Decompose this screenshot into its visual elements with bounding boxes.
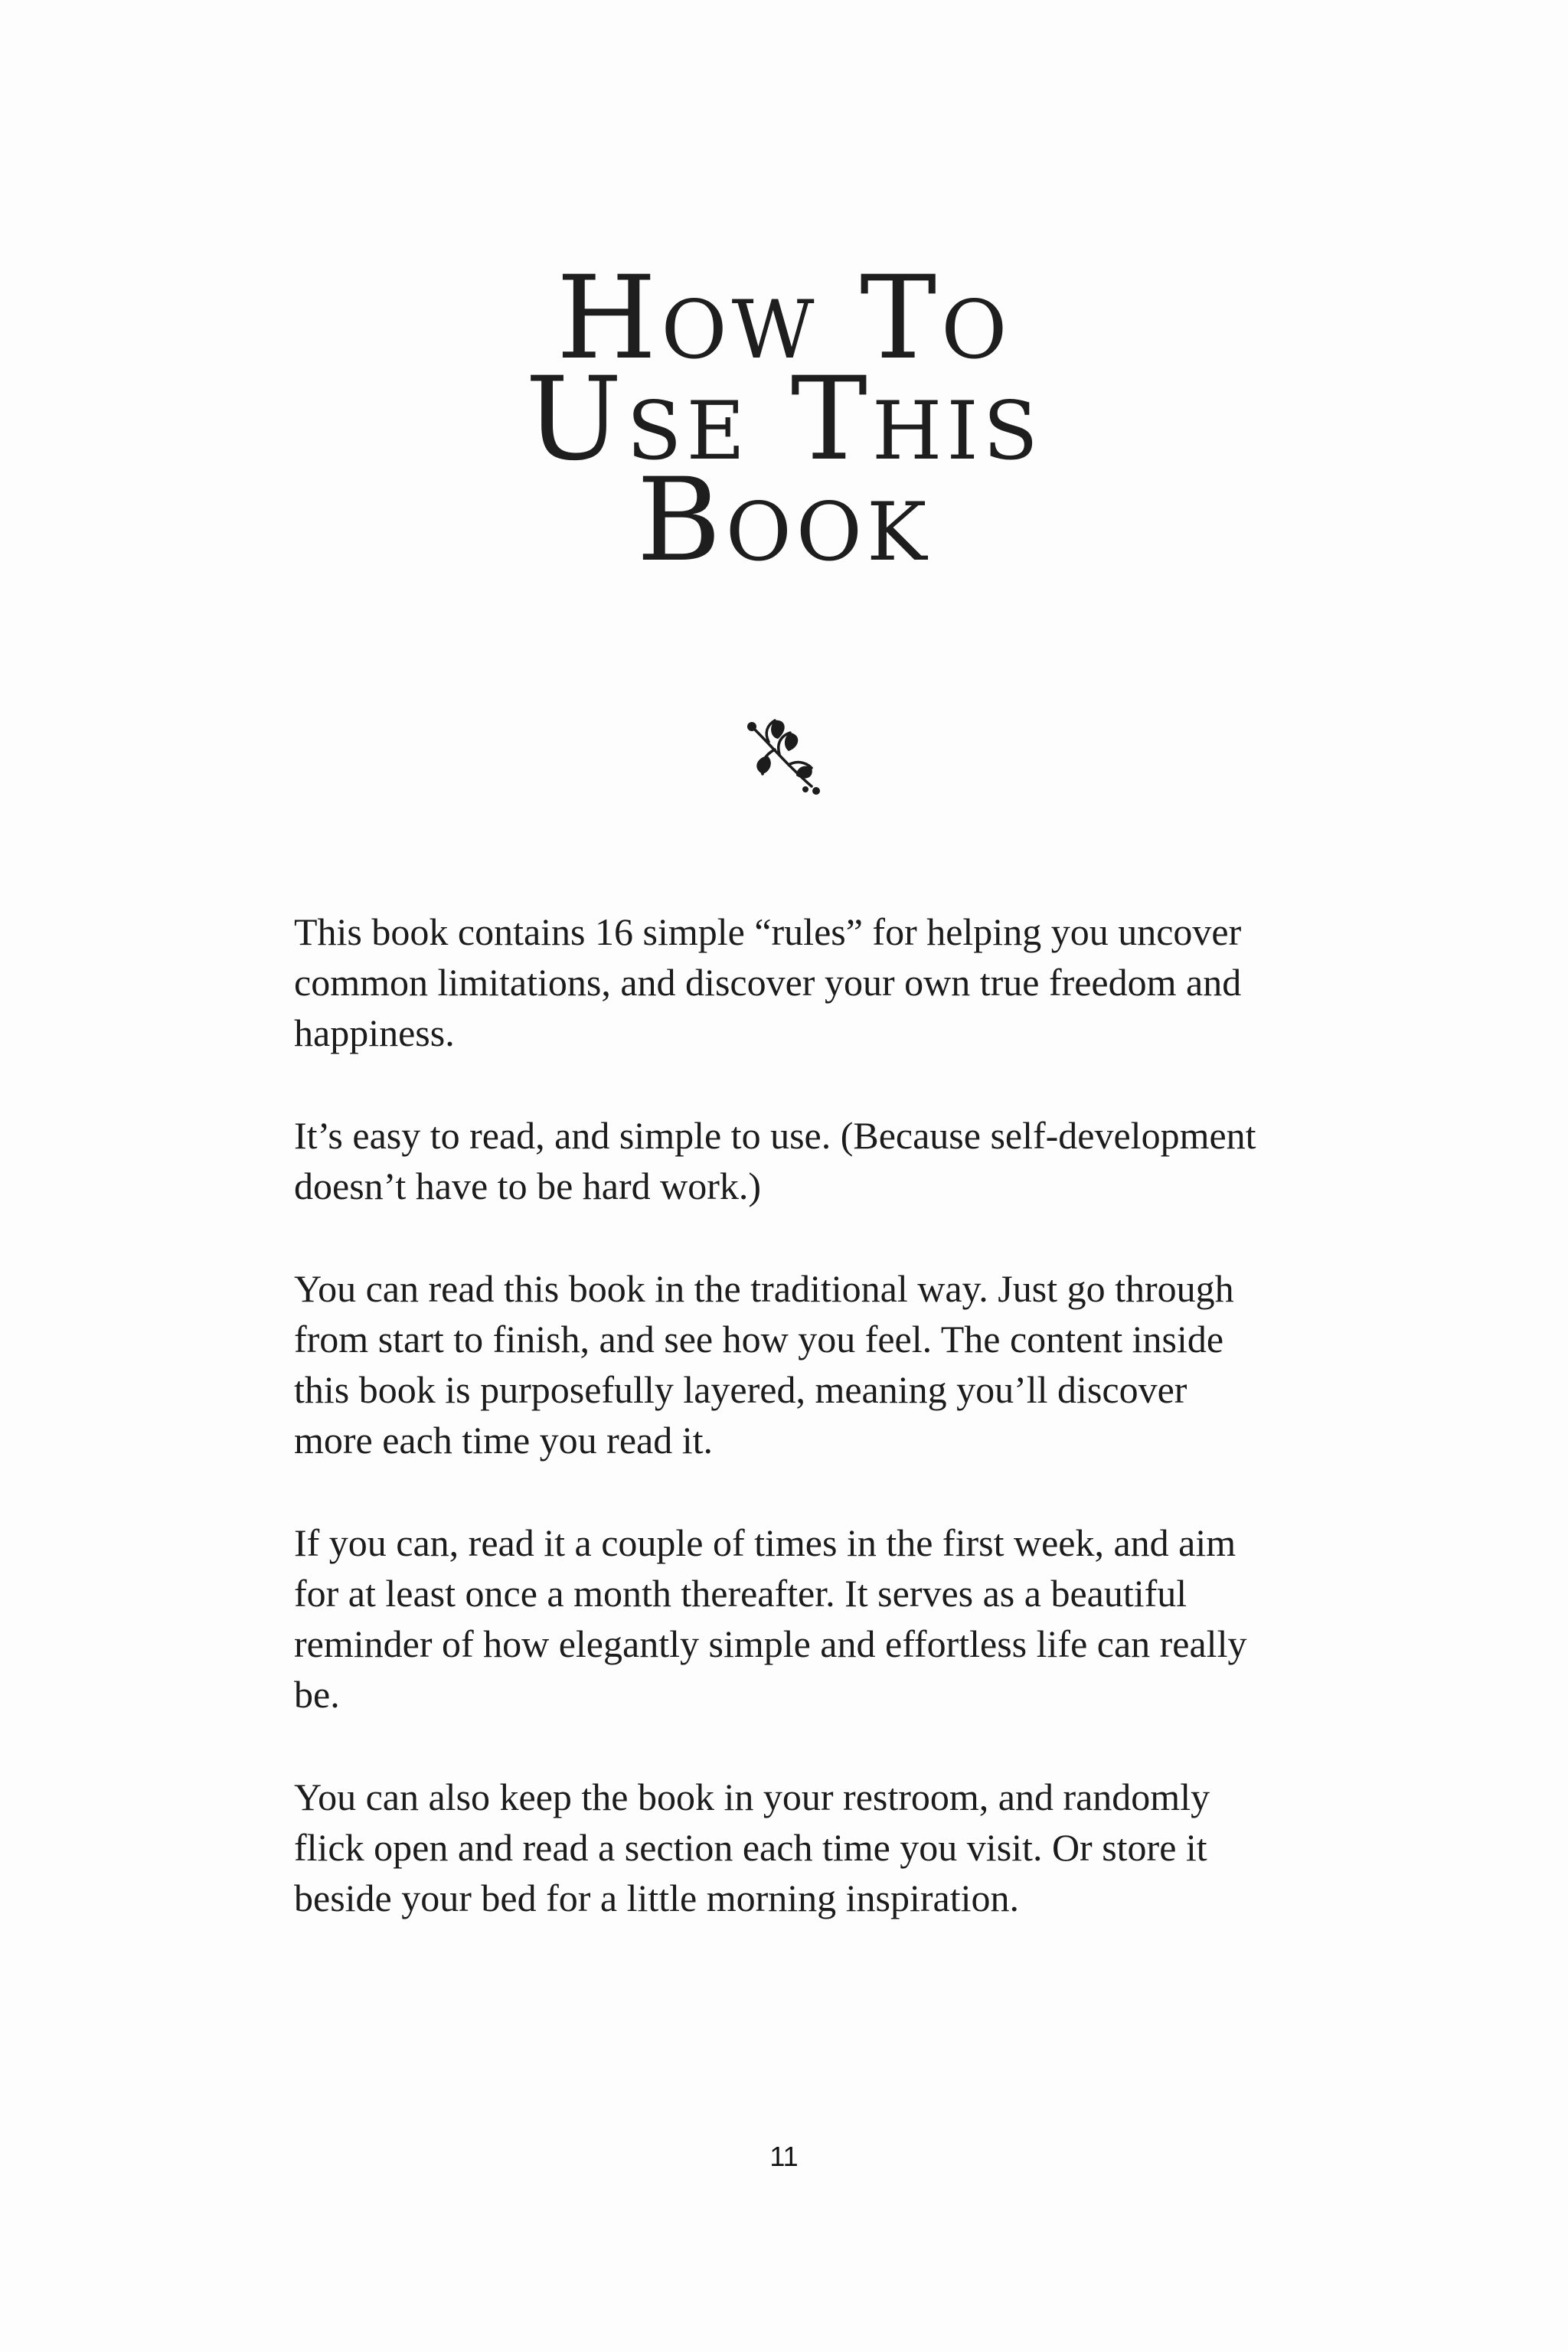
paragraph-line: If you can, read it a couple of times in the first week, and aim (294, 1521, 1236, 1564)
paragraph-line: doesn’t have to be hard work.) (294, 1165, 762, 1207)
paragraph-line: be. (294, 1673, 340, 1716)
paragraph-line: It’s easy to read, and simple to use. (Because self-development (294, 1114, 1256, 1157)
paragraph-5 (294, 1772, 1289, 1923)
paragraph-3 (294, 1263, 1289, 1465)
paragraph-line: for at least once a month thereafter. It serves as a beautiful (294, 1572, 1187, 1615)
chapter-title-line-2: Use This (525, 353, 1043, 486)
paragraph-line: more each time you read it. (294, 1419, 713, 1462)
paragraph-line: flick open and read a section each time you visit. Or store it (294, 1826, 1207, 1869)
paragraph-line: from start to finish, and see how you feel. The content inside (294, 1318, 1224, 1361)
paragraph-1 (294, 906, 1289, 1058)
paragraph-line: common limitations, and discover your own true freedom and (294, 961, 1242, 1004)
paragraph-2 (294, 1110, 1289, 1211)
paragraph-line: this book is purposefully layered, meaning you’ll discover (294, 1368, 1187, 1411)
leaf-sprig-ornament-icon (741, 716, 827, 802)
paragraph-line: reminder of how elegantly simple and effortless life can really (294, 1622, 1247, 1665)
chapter-title-line-3: Book (636, 454, 932, 587)
paragraph-line: beside your bed for a little morning inspiration. (294, 1877, 1020, 1919)
paragraph-line: You can read this book in the traditional way. Just go through (294, 1267, 1234, 1310)
paragraph-line: You can also keep the book in your restroom, and randomly (294, 1775, 1210, 1818)
paragraph-line: happiness. (294, 1011, 455, 1054)
body-text (294, 906, 1289, 1975)
paragraph-line: This book contains 16 simple “rules” for helping you uncover (294, 910, 1242, 953)
chapter-title (0, 252, 1568, 587)
page-number: 11 (769, 2141, 799, 2172)
paragraph-4 (294, 1517, 1289, 1720)
chapter-title-line-1: How To (556, 252, 1012, 385)
